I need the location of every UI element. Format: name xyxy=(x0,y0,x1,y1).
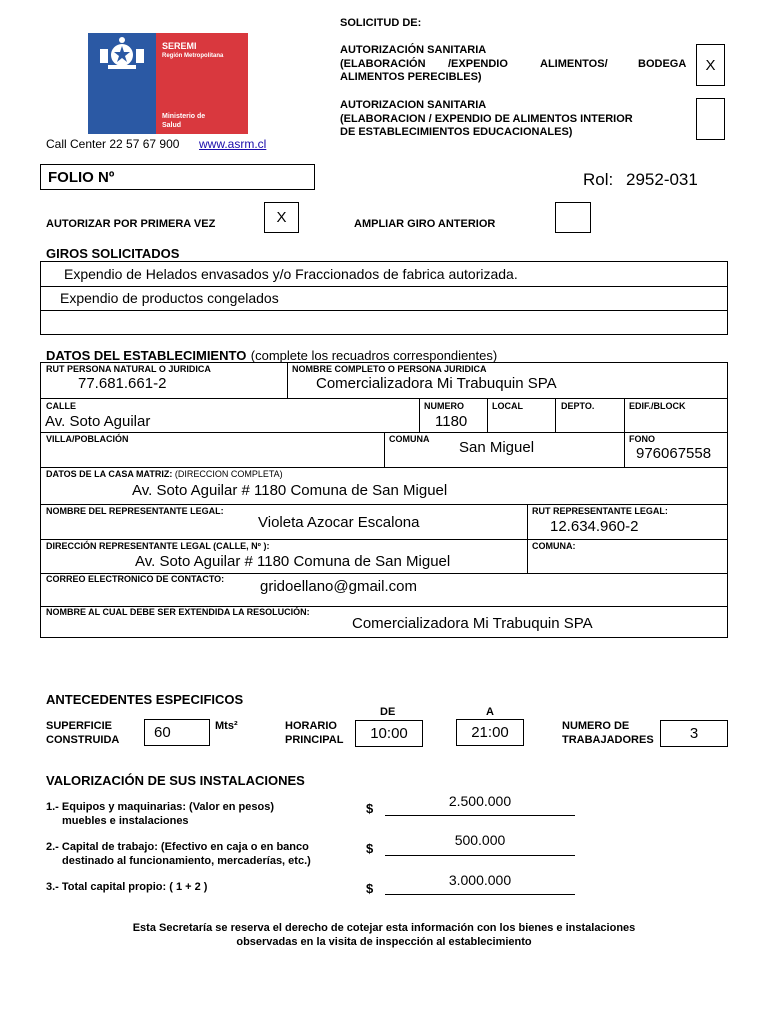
footer-line-2: observadas en la visita de inspección al establecimiento xyxy=(236,936,532,948)
item1-line2: muebles e instalaciones xyxy=(62,815,189,827)
trabajadores-label-1: NUMERO DE xyxy=(562,720,630,732)
establecimiento-subtitle: (complete los recuadros correspondientes) xyxy=(250,348,498,363)
horario-label-1: HORARIO xyxy=(285,720,337,732)
seremi-logo xyxy=(88,33,248,134)
option2-line3: DE ESTABLECIMIENTOS EDUCACIONALES) xyxy=(340,126,573,138)
depto-label: DEPTO. xyxy=(561,401,595,411)
establecimiento-title: DATOS DEL ESTABLECIMIENTO xyxy=(46,348,247,363)
matriz-label-main: DATOS DE LA CASA MATRIZ: xyxy=(46,469,173,479)
giros-title: GIROS SOLICITADOS xyxy=(46,246,180,261)
rut-label: RUT PERSONA NATURAL O JURIDICA xyxy=(46,364,211,374)
folio-label: FOLIO Nº xyxy=(48,169,115,186)
item3-underline xyxy=(385,894,575,895)
nombre-label: NOMBRE COMPLETO O PERSONA JURIDICA xyxy=(292,364,487,374)
giros-divider-2 xyxy=(41,310,727,311)
trabajadores-field[interactable]: 3 xyxy=(660,720,728,747)
logo-red-panel xyxy=(156,33,248,134)
col-divider xyxy=(555,398,556,432)
antecedentes-title: ANTECEDENTES ESPECIFICOS xyxy=(46,692,244,707)
calle-label: CALLE xyxy=(46,401,76,411)
col-divider xyxy=(384,432,385,467)
item1-value[interactable]: 2.500.000 xyxy=(448,793,512,809)
col-divider xyxy=(287,363,288,398)
option1-line3: ALIMENTOS PERECIBLES) xyxy=(340,71,482,83)
matriz-label-sub: (DIRECCION COMPLETA) xyxy=(174,469,283,479)
row-divider xyxy=(41,539,727,540)
representante-field[interactable]: Violeta Azocar Escalona xyxy=(258,514,420,531)
col-divider xyxy=(624,432,625,467)
item1-currency: $ xyxy=(366,801,374,816)
superficie-label-1: SUPERFICIE xyxy=(46,720,113,732)
item3-currency: $ xyxy=(366,881,374,896)
rol-label: Rol: xyxy=(583,170,614,189)
logo-seremi-text: SEREMI xyxy=(162,41,197,51)
numero-field[interactable]: 1180 xyxy=(435,413,468,430)
comuna-field[interactable]: San Miguel xyxy=(459,439,535,456)
website-link[interactable]: www.asrm.cl xyxy=(199,137,267,151)
direccion-representante-label: DIRECCIÓN REPRESENTANTE LEGAL (CALLE, Nº ): xyxy=(46,541,270,551)
correo-label: CORREO ELECTRONICO DE CONTACTO: xyxy=(46,574,225,584)
comuna-representante-label: COMUNA: xyxy=(532,541,576,551)
item3-value[interactable]: 3.000.000 xyxy=(448,872,512,888)
trabajadores-label-2: TRABAJADORES xyxy=(562,734,654,746)
valorizacion-title: VALORIZACIÓN DE SUS INSTALACIONES xyxy=(46,773,305,788)
superficie-label-2: CONSTRUIDA xyxy=(46,734,120,746)
ampliar-giro-label: AMPLIAR GIRO ANTERIOR xyxy=(354,218,496,230)
establecimiento-table xyxy=(40,362,728,638)
direccion-representante-field[interactable]: Av. Soto Aguilar # 1180 Comuna de San Miguel xyxy=(135,553,451,570)
row-divider xyxy=(41,467,727,468)
col-divider xyxy=(527,504,528,539)
comuna-label: COMUNA xyxy=(389,434,430,444)
matriz-label xyxy=(46,469,283,479)
autorizar-primera-checkbox[interactable]: X xyxy=(264,202,299,233)
option2-checkbox[interactable] xyxy=(696,98,725,140)
horario-hasta-field[interactable]: 21:00 xyxy=(456,719,524,746)
col-divider xyxy=(487,398,488,432)
local-label: LOCAL xyxy=(492,401,523,411)
correo-field[interactable]: gridoellano@gmail.com xyxy=(260,578,417,595)
item2-line2: destinado al funcionamiento, mercaderías, etc.) xyxy=(62,855,311,867)
giro-row-2[interactable]: Expendio de productos congelados xyxy=(60,290,279,306)
superficie-field[interactable] xyxy=(144,719,210,746)
representante-label: NOMBRE DEL REPRESENTANTE LEGAL: xyxy=(46,506,224,516)
calle-field[interactable]: Av. Soto Aguilar xyxy=(45,413,151,430)
item3-line1: 3.- Total capital propio: ( 1 + 2 ) xyxy=(46,881,208,893)
col-divider xyxy=(527,539,528,573)
giros-table xyxy=(40,261,728,335)
rut-representante-label: RUT REPRESENTANTE LEGAL: xyxy=(532,506,668,516)
superficie-value: 60 xyxy=(154,724,171,741)
logo-blue-panel xyxy=(88,33,156,134)
option1-line2b: /EXPENDIO xyxy=(448,58,508,70)
solicitud-title: SOLICITUD DE: xyxy=(340,17,422,29)
col-divider xyxy=(419,398,420,432)
horario-desde-field[interactable]: 10:00 xyxy=(355,720,423,747)
rol-value: 2952-031 xyxy=(626,170,698,189)
rut-field[interactable]: 77.681.661-2 xyxy=(78,375,167,392)
fono-label: FONO xyxy=(629,434,655,444)
item2-value[interactable]: 500.000 xyxy=(454,832,506,848)
giros-divider-1 xyxy=(41,286,727,287)
logo-region-text: Región Metropolitana xyxy=(162,53,224,59)
option1-line2c: ALIMENTOS/ xyxy=(540,58,608,70)
edif-label: EDIF./BLOCK xyxy=(629,401,686,411)
option2-line1: AUTORIZACION SANITARIA xyxy=(340,99,487,111)
col-divider xyxy=(624,398,625,432)
autorizar-primera-label: AUTORIZAR POR PRIMERA VEZ xyxy=(46,218,216,230)
footer-line-1: Esta Secretaría se reserva el derecho de cotejar esta información con los bienes e instalaciones xyxy=(132,922,636,934)
coat-of-arms-icon xyxy=(94,35,150,75)
resolucion-field[interactable]: Comercializadora Mi Trabuquin SPA xyxy=(352,615,593,632)
matriz-field[interactable]: Av. Soto Aguilar # 1180 Comuna de San Miguel xyxy=(132,482,448,499)
option1-checkbox[interactable]: X xyxy=(696,44,725,86)
logo-ministerio-text: Ministerio de xyxy=(162,113,206,120)
nombre-field[interactable]: Comercializadora Mi Trabuquin SPA xyxy=(316,375,557,392)
item2-line1: 2.- Capital de trabajo: (Efectivo en caja o en banco xyxy=(46,841,309,853)
item1-underline xyxy=(385,815,575,816)
villa-label: VILLA/POBLACIÓN xyxy=(46,434,129,444)
ampliar-giro-checkbox[interactable] xyxy=(555,202,591,233)
numero-label: NUMERO xyxy=(424,401,464,411)
option1-line1: AUTORIZACIÓN SANITARIA xyxy=(340,44,487,56)
horario-label-2: PRINCIPAL xyxy=(285,734,344,746)
option1-line2d: BODEGA xyxy=(638,58,687,70)
fono-field[interactable]: 976067558 xyxy=(636,445,712,462)
row-divider xyxy=(41,504,727,505)
giro-row-1[interactable]: Expendio de Helados envasados y/o Fraccionados de fabrica autorizada. xyxy=(64,266,518,282)
item2-underline xyxy=(385,855,575,856)
logo-salud-text: Salud xyxy=(162,122,182,129)
item2-currency: $ xyxy=(366,841,374,856)
call-center-text: Call Center 22 57 67 900 xyxy=(46,137,180,151)
de-label: DE xyxy=(380,706,396,718)
resolucion-label: NOMBRE AL CUAL DEBE SER EXTENDIDA LA RESOLUCIÓN: xyxy=(46,607,310,617)
folio-field[interactable] xyxy=(40,164,315,190)
option1-line2a: (ELABORACIÓN xyxy=(340,58,426,70)
a-label: A xyxy=(486,706,494,718)
rut-representante-field[interactable]: 12.634.960-2 xyxy=(550,518,639,535)
option2-line2: (ELABORACION / EXPENDIO DE ALIMENTOS INTERIOR xyxy=(340,113,633,125)
superficie-unit: Mts² xyxy=(215,720,238,732)
item1-line1: 1.- Equipos y maquinarias: (Valor en pesos) xyxy=(46,801,275,813)
